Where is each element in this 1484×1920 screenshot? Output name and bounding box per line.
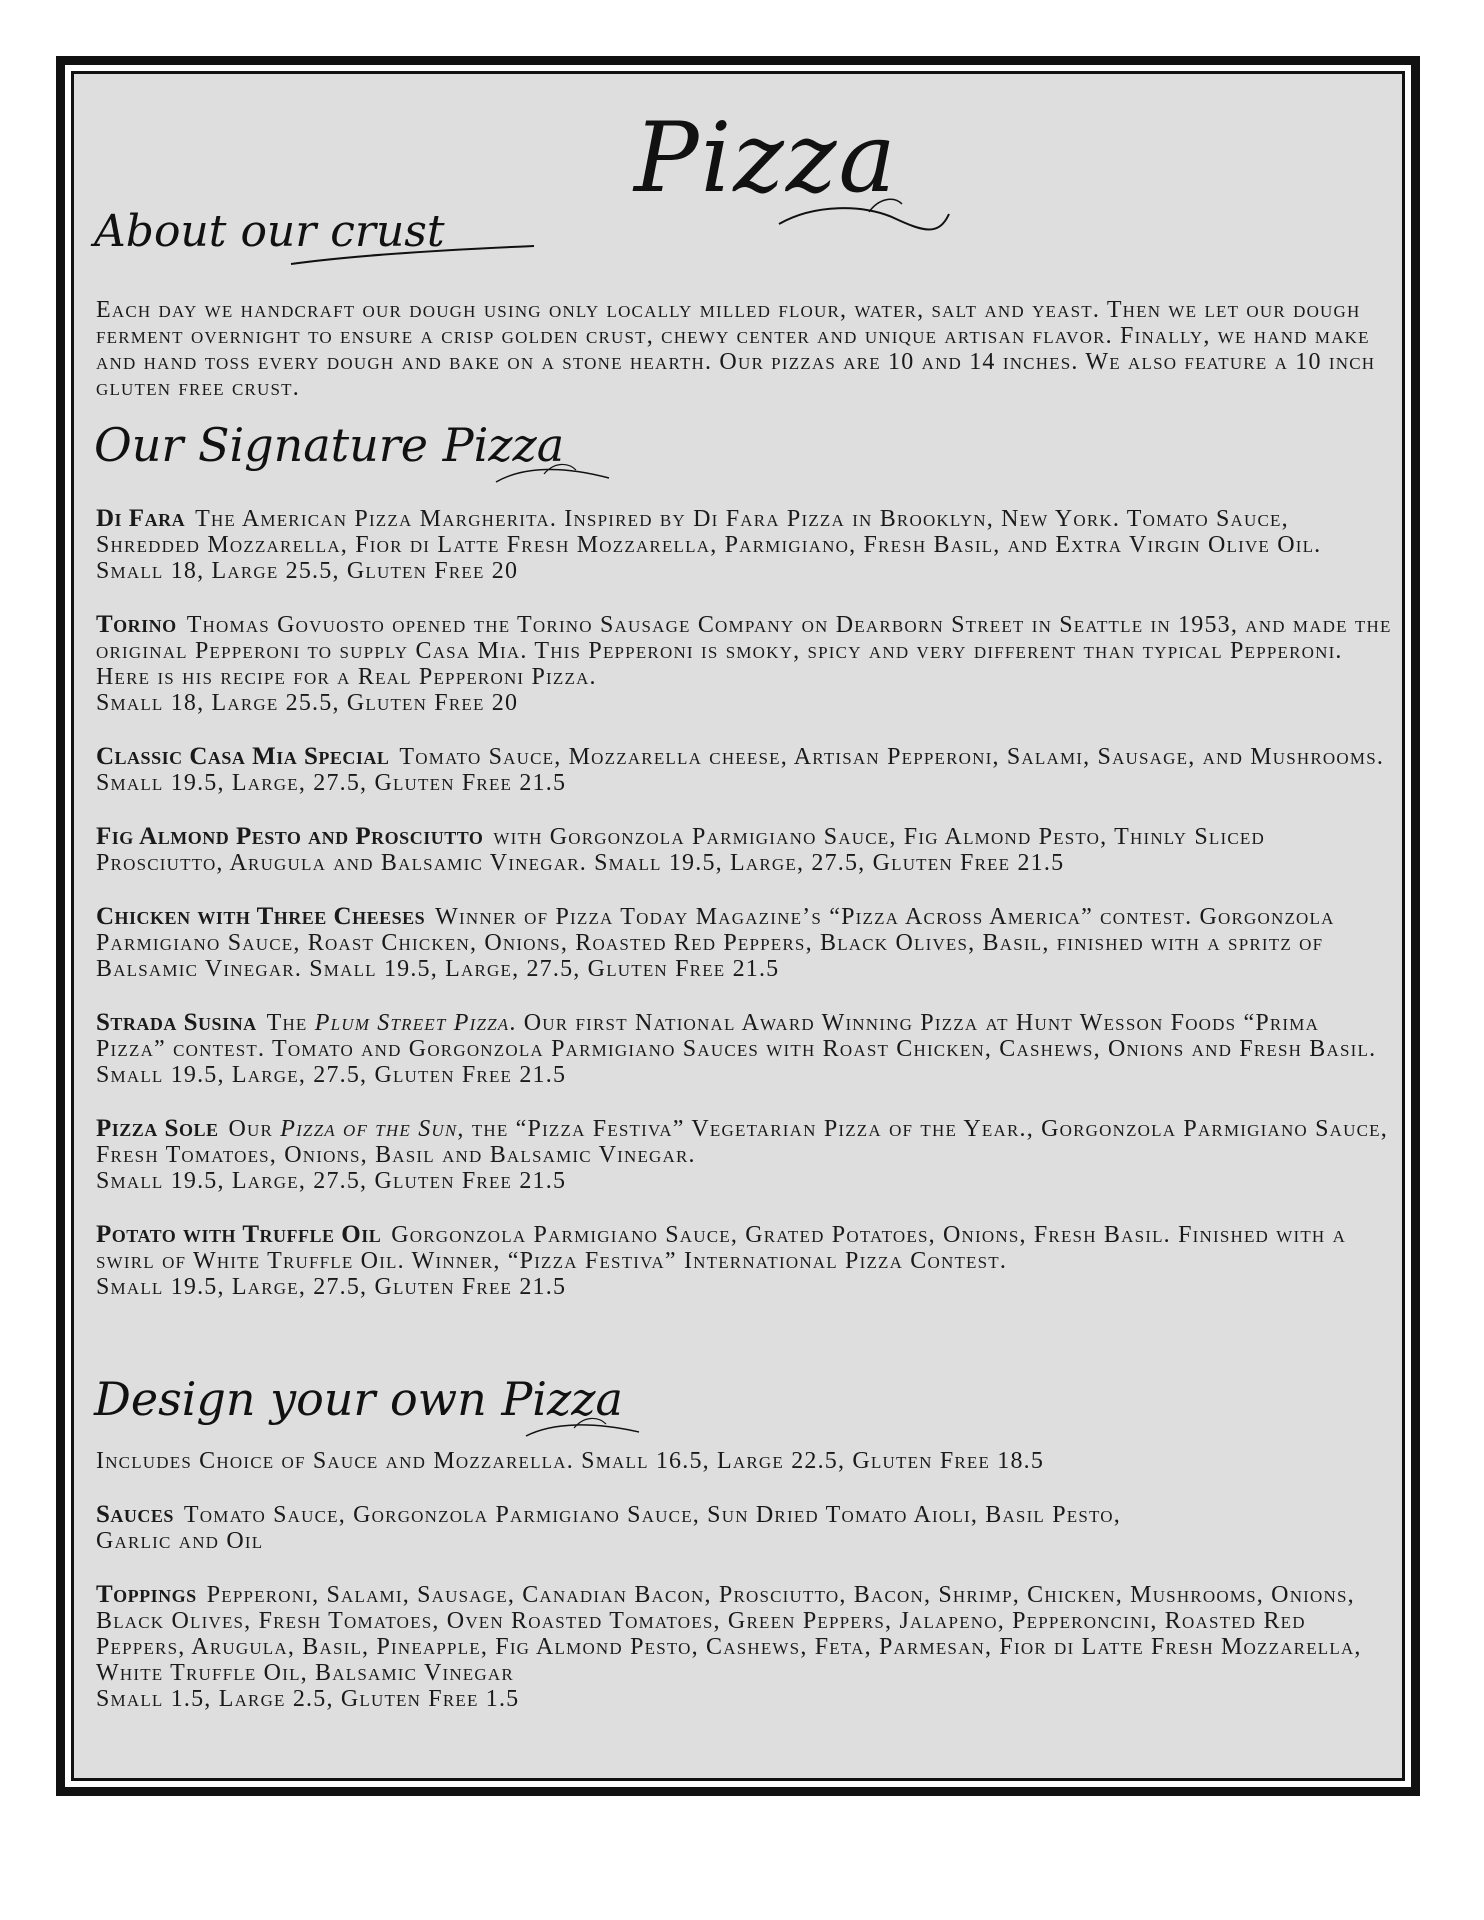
menu-panel	[71, 71, 1405, 1781]
signature-flourish-icon	[494, 452, 614, 492]
toppings-label: Toppings	[96, 1581, 197, 1608]
pizza-item-classic-casa-mia	[96, 744, 1396, 796]
pizza-name: Torino	[96, 611, 177, 638]
pizza-price: Small 19.5, Large, 27.5, Gluten Free 21.5	[96, 1168, 567, 1194]
about-heading: About our crust	[94, 206, 445, 257]
pizza-description: with Gorgonzola Parmigiano Sauce, Fig Almond Pesto, Thinly Sliced Prosciutto, Arugula and Balsamic Vinegar. Small 19.5, Large, 27.5, Gluten Free 21.5	[96, 824, 1265, 876]
pizza-description-prefix: Our	[228, 1116, 281, 1142]
heading-underline-icon	[289, 242, 539, 272]
about-text: Each day we handcraft our dough using only locally milled flour, water, salt and yeast. Then we let our dough ferment overnight to ensure a crisp golden crust, chewy center and unique artisan flavor. Finally, we hand make and hand toss every dough and bake on a stone hearth. Our pizzas are 10 and 14 inches. We also feature a 10 inch gluten free crust.	[96, 297, 1376, 401]
pizza-item-potato-truffle	[96, 1222, 1396, 1300]
pizza-description: Thomas Govuosto opened the Torino Sausage Company on Dearborn Street in Seattle in 1953, and made the original Pepperoni to supply Casa Mia. This Pepperoni is smoky, spicy and very different than typical Pepperoni. Here is his recipe for a Real Pepperoni Pizza.	[96, 612, 1392, 690]
design-intro	[96, 1448, 1396, 1474]
sauces-list: Tomato Sauce, Gorgonzola Parmigiano Sauce, Sun Dried Tomato Aioli, Basil Pesto, Garlic and Oil	[96, 1502, 1121, 1554]
pizza-description: Gorgonzola Parmigiano Sauce, Grated Potatoes, Onions, Fresh Basil. Finished with a swirl of White Truffle Oil. Winner, “Pizza Festiva” International Pizza Contest.	[96, 1222, 1347, 1274]
design-sauces	[96, 1502, 1396, 1554]
pizza-name: Pizza Sole	[96, 1115, 219, 1142]
pizza-description-italic: Plum Street Pizza	[314, 1010, 510, 1036]
pizza-description: Winner of Pizza Today Magazine’s “Pizza Across America” contest. Gorgonzola Parmigiano Sauce, Roast Chicken, Onions, Roasted Red Peppers, Black Olives, Basil, finished with a spritz of Balsamic Vinegar. Small 19.5, Large, 27.5, Gluten Free 21.5	[96, 904, 1335, 982]
pizza-price: Small 19.5, Large, 27.5, Gluten Free 21.5	[96, 1274, 567, 1300]
pizza-item-torino	[96, 612, 1396, 716]
toppings-price: Small 1.5, Large 2.5, Gluten Free 1.5	[96, 1686, 520, 1712]
pizza-item-pizza-sole	[96, 1116, 1396, 1194]
sauces-label: Sauces	[96, 1501, 174, 1528]
title-flourish-icon	[774, 184, 954, 244]
design-toppings	[96, 1582, 1396, 1712]
pizza-description: , the “Pizza Festiva” Vegetarian Pizza of the Year., Gorgonzola Parmigiano Sauce, Fresh Tomatoes, Onions, Basil and Balsamic Vinegar.	[96, 1116, 1388, 1168]
pizza-item-fig-almond	[96, 824, 1396, 876]
toppings-list: Pepperoni, Salami, Sausage, Canadian Bacon, Prosciutto, Bacon, Shrimp, Chicken, Mushrooms, Onions, Black Olives, Fresh Tomatoes, Oven Roasted Tomatoes, Green Peppers, Jalapeno, Pepperoncini, Roasted Red Peppers, Arugula, Basil, Pineapple, Fig Almond Pesto, Cashews, Feta, Parmesan, Fior di Latte Fresh Mozzarella, White Truffle Oil, Balsamic Vinegar	[96, 1582, 1362, 1686]
pizza-name: Di Fara	[96, 505, 186, 532]
design-flourish-icon	[524, 1408, 644, 1448]
design-heading: Design your own Pizza	[94, 1372, 623, 1426]
signature-heading: Our Signature Pizza	[94, 418, 565, 472]
pizza-description-italic: Pizza of the Sun	[280, 1116, 458, 1142]
pizza-description: Tomato Sauce, Mozzarella cheese, Artisan Pepperoni, Salami, Sausage, and Mushrooms. Small 19.5, Large, 27.5, Gluten Free 21.5	[96, 744, 1385, 796]
pizza-price: Small 18, Large 25.5, Gluten Free 20	[96, 690, 519, 716]
menu-outer-border	[56, 56, 1420, 1796]
pizza-item-strada-susina	[96, 1010, 1396, 1088]
pizza-description-prefix: The	[266, 1010, 315, 1036]
pizza-item-chicken-three-cheeses	[96, 904, 1396, 982]
pizza-name: Potato with Truffle Oil	[96, 1221, 382, 1248]
pizza-name: Strada Susina	[96, 1009, 257, 1036]
pizza-description: . Our first National Award Winning Pizza at Hunt Wesson Foods “Prima Pizza” contest. Tomato and Gorgonzola Parmigiano Sauces with Roast Chicken, Cashews, Onions and Fresh Basil. Small 19.5, Large, 27.5, Gluten Free 21.5	[96, 1010, 1377, 1088]
pizza-name: Fig Almond Pesto and Prosciutto	[96, 823, 484, 850]
pizza-item-di-fara	[96, 506, 1396, 584]
pizza-name: Classic Casa Mia Special	[96, 743, 390, 770]
page-title: Pizza	[634, 102, 898, 214]
pizza-name: Chicken with Three Cheeses	[96, 903, 426, 930]
design-intro-text: Includes Choice of Sauce and Mozzarella. Small 16.5, Large 22.5, Gluten Free 18.5	[96, 1448, 1045, 1474]
pizza-description: The American Pizza Margherita. Inspired by Di Fara Pizza in Brooklyn, New York. Tomato Sauce, Shredded Mozzarella, Fior di Latte Fresh Mozzarella, Parmigiano, Fresh Basil, and Extra Virgin Olive Oil. Small 18, Large 25.5, Gluten Free 20	[96, 506, 1322, 584]
